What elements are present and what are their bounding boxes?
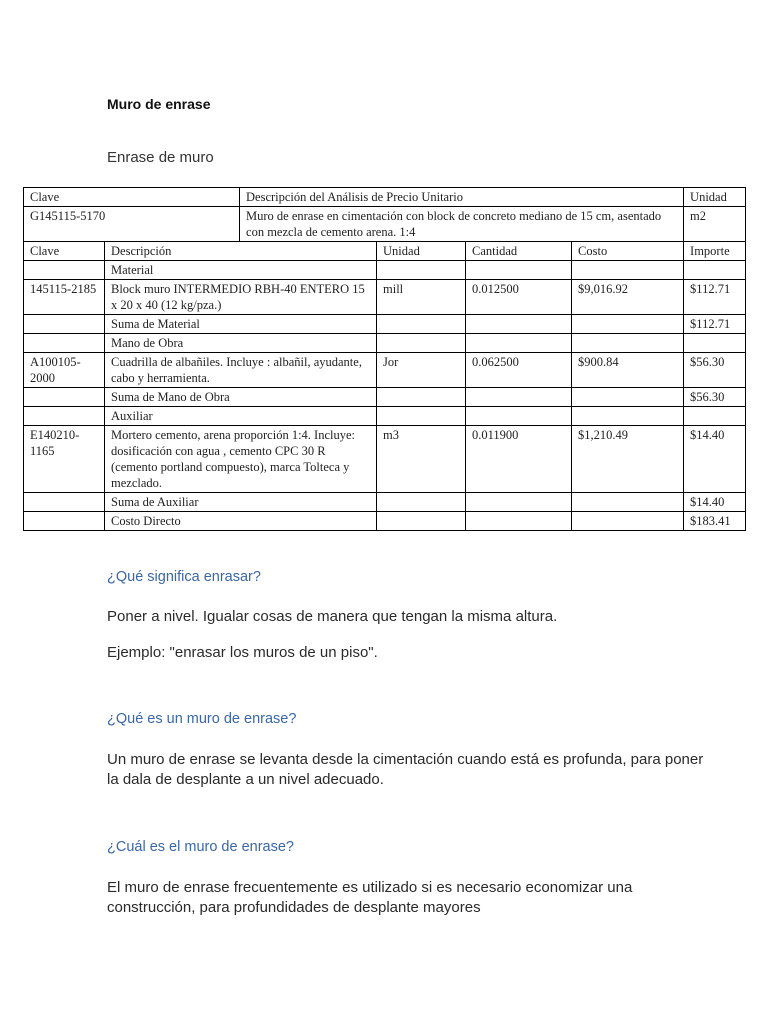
table-body (24, 261, 746, 531)
cell-importe: $14.40 (684, 493, 746, 512)
cell-importe (684, 334, 746, 353)
cell-costo (572, 315, 684, 334)
cell-importe: $183.41 (684, 512, 746, 531)
cell-importe: $56.30 (684, 353, 746, 388)
cell-clave (24, 493, 105, 512)
cell-costo (572, 512, 684, 531)
cell-cantidad (466, 261, 572, 280)
table-row (24, 261, 746, 280)
cell-desc: Cuadrilla de albañiles. Incluye : albañil, ayudante, cabo y herramienta. (105, 353, 377, 388)
cell-cantidad (466, 512, 572, 531)
cell-desc: Suma de Auxiliar (105, 493, 377, 512)
unit-price-table (23, 187, 746, 531)
cell-desc: Auxiliar (105, 407, 377, 426)
cell-unidad (377, 261, 466, 280)
cell-cantidad: 0.011900 (466, 426, 572, 493)
cell-clave (24, 512, 105, 531)
cell-importe (684, 407, 746, 426)
header-unidad-value: m2 (684, 207, 746, 242)
question-what-is: ¿Qué es un muro de enrase? (107, 711, 297, 727)
document-title: Muro de enrase (107, 96, 211, 112)
header-clave-label: Clave (24, 188, 240, 207)
table-row (24, 315, 746, 334)
cell-cantidad: 0.062500 (466, 353, 572, 388)
header-clave-value: G145115-5170 (24, 207, 240, 242)
header-desc-value: Muro de enrase en cimentación con block de concreto mediano de 15 cm, asentado con mezcla de cemento arena. 1:4 (240, 207, 684, 242)
table-row (24, 512, 746, 531)
cell-clave (24, 315, 105, 334)
cell-costo (572, 388, 684, 407)
answer-what-means: Poner a nivel. Igualar cosas de manera que tengan la misma altura. (107, 608, 558, 625)
cell-unidad (377, 334, 466, 353)
cell-clave: 145115-2185 (24, 280, 105, 315)
cell-desc: Mortero cemento, arena proporción 1:4. Incluye: dosificación con agua , cemento CPC 30 R (cemento portland compuesto), marca Tolteca y mezclado. (105, 426, 377, 493)
table-row (24, 353, 746, 388)
question-what-means: ¿Qué significa enrasar? (107, 569, 261, 585)
cell-clave: E140210-1165 (24, 426, 105, 493)
cell-clave: A100105-2000 (24, 353, 105, 388)
cell-desc: Suma de Material (105, 315, 377, 334)
cell-importe: $112.71 (684, 280, 746, 315)
cell-unidad: m3 (377, 426, 466, 493)
cell-importe: $56.30 (684, 388, 746, 407)
cell-cantidad (466, 388, 572, 407)
cell-cantidad: 0.012500 (466, 280, 572, 315)
question-which-is: ¿Cuál es el muro de enrase? (107, 839, 294, 855)
table-row (24, 426, 746, 493)
cell-costo (572, 334, 684, 353)
column-importe: Importe (684, 242, 746, 261)
cell-cantidad (466, 334, 572, 353)
cell-desc: Material (105, 261, 377, 280)
column-unidad: Unidad (377, 242, 466, 261)
answer-example: Ejemplo: "enrasar los muros de un piso". (107, 644, 378, 661)
cell-desc: Suma de Mano de Obra (105, 388, 377, 407)
table-row (24, 493, 746, 512)
cell-clave (24, 334, 105, 353)
cell-unidad (377, 407, 466, 426)
cell-unidad (377, 315, 466, 334)
header-desc-label: Descripción del Análisis de Precio Unitario (240, 188, 684, 207)
cell-costo (572, 261, 684, 280)
table-header-values-row (24, 207, 746, 242)
answer-which-is: El muro de enrase frecuentemente es utilizado si es necesario economizar una construcción, para profundidades de desplante mayores (107, 879, 633, 916)
cell-costo (572, 493, 684, 512)
document-subtitle: Enrase de muro (107, 149, 214, 166)
cell-costo: $9,016.92 (572, 280, 684, 315)
table-row (24, 388, 746, 407)
cell-cantidad (466, 315, 572, 334)
cell-cantidad (466, 493, 572, 512)
cell-cantidad (466, 407, 572, 426)
cell-unidad: mill (377, 280, 466, 315)
answer-what-is: Un muro de enrase se levanta desde la cimentación cuando está es profunda, para poner la dala de desplante a un nivel adecuado. (107, 751, 704, 788)
cell-clave (24, 407, 105, 426)
table-header-row (24, 188, 746, 207)
column-header-row (24, 242, 746, 261)
cell-importe: $14.40 (684, 426, 746, 493)
header-unidad-label: Unidad (684, 188, 746, 207)
cell-unidad: Jor (377, 353, 466, 388)
table-row (24, 280, 746, 315)
cell-importe: $112.71 (684, 315, 746, 334)
cell-desc: Block muro INTERMEDIO RBH-40 ENTERO 15 x 20 x 40 (12 kg/pza.) (105, 280, 377, 315)
table-row (24, 334, 746, 353)
table-row (24, 407, 746, 426)
cell-unidad (377, 493, 466, 512)
cell-clave (24, 388, 105, 407)
column-costo: Costo (572, 242, 684, 261)
cell-unidad (377, 512, 466, 531)
cell-costo: $900.84 (572, 353, 684, 388)
column-descripcion: Descripción (105, 242, 377, 261)
cell-unidad (377, 388, 466, 407)
cell-clave (24, 261, 105, 280)
column-clave: Clave (24, 242, 105, 261)
column-cantidad: Cantidad (466, 242, 572, 261)
cell-importe (684, 261, 746, 280)
cell-costo: $1,210.49 (572, 426, 684, 493)
cell-desc: Costo Directo (105, 512, 377, 531)
cell-desc: Mano de Obra (105, 334, 377, 353)
cell-costo (572, 407, 684, 426)
